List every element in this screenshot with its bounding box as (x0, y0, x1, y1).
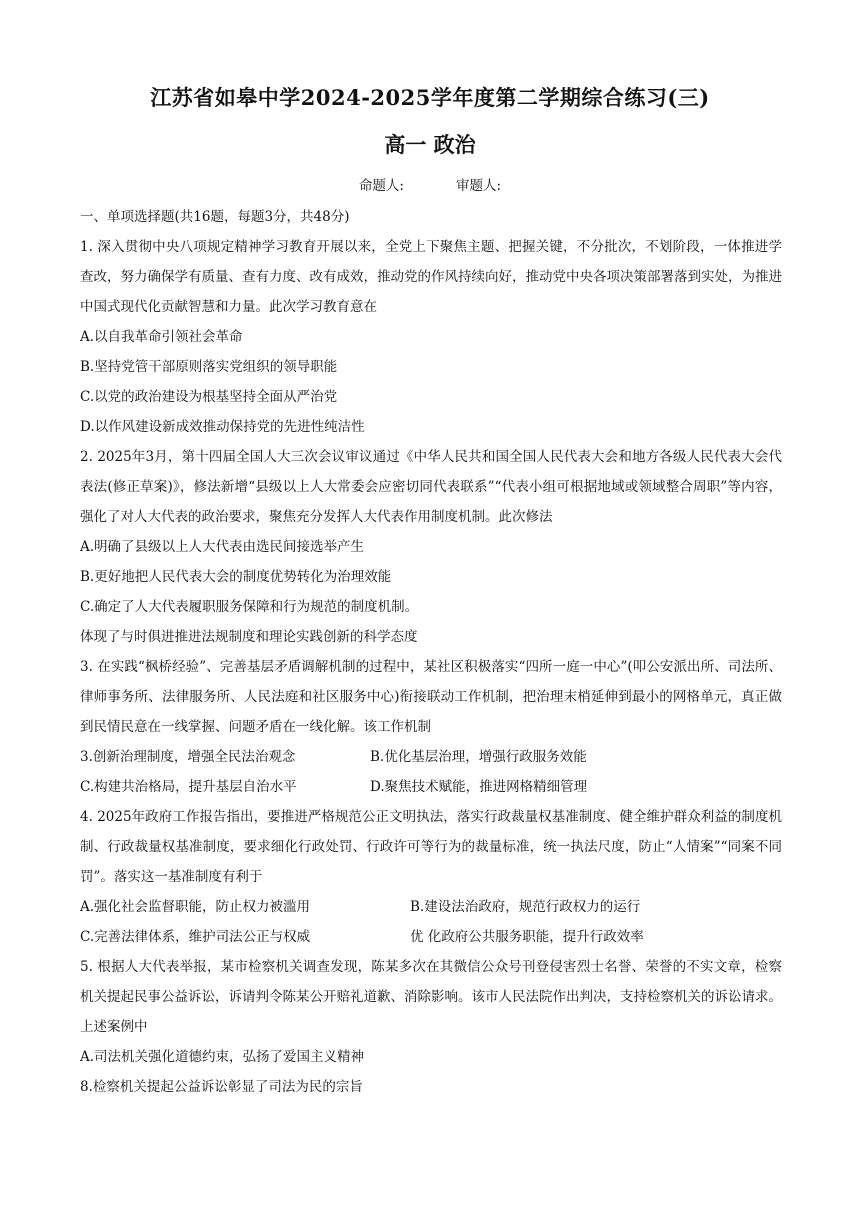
option: B.优化基层治理，增强行政服务效能 (370, 749, 587, 765)
option: 3.创新治理制度，增强全民法治观念 (80, 749, 296, 765)
option: C.确定了人大代表履职服务保障和行为规范的制度机制。 (80, 599, 419, 615)
option: 优 化政府公共服务职能，提升行政效率 (410, 929, 644, 945)
option: A.明确了县级以上人大代表由选民间接选举产生 (80, 539, 365, 555)
option: 体现了与时俱进推进法规制度和理论实践创新的科学态度 (80, 629, 418, 645)
option-row (80, 922, 782, 952)
question-stem: 4. 2025年政府工作报告指出，要推进严格规范公正文明执法，落实行政裁量权基准制度、健全维护群众利益的制度机制、行政裁量权基准制度，要求细化行政处罚、行政许可等行为的裁量标准，统一执法尺度，防止“人情案”“同案不同罚”。落实这一基准制度有利于 (80, 809, 782, 885)
option: B.更好地把人民代表大会的制度优势转化为治理效能 (80, 569, 392, 585)
option: A.司法机关强化道德约束，弘扬了爱国主义精神 (80, 1049, 365, 1065)
question-stem: 1. 深入贯彻中央八项规定精神学习教育开展以来，全党上下聚焦主题、把握关键，不分批次，不划阶段，一体推进学查改，努力确保学有质量、查有力度、改有成效，推动党的作风持续向好，推动党中央各项决策部署落到实处，为推进中国式现代化贡献智慧和力量。此次学习教育意在 (80, 239, 782, 315)
page-title: 江苏省如皋中学2024-2025学年度第二学期综合练习(三) (150, 85, 710, 110)
section-heading: 一、单项选择题(共16题，每题3分，共48分) (80, 209, 350, 225)
option-row (80, 772, 782, 802)
option: A.以自我革命引领社会革命 (80, 329, 243, 345)
option: A.强化社会监督职能，防止权力被滥用 (80, 899, 311, 915)
question-stem: 2. 2025年3月，第十四届全国人大三次会议审议通过《中华人民共和国全国人民代表大会和地方各级人民代表大会代表法(修正草案)》，修法新增“县级以上人大常委会应密切同代表联系”“代表小组可根据地域或领域整合周职”等内容，强化了对人大代表的政治要求，聚焦充分发挥人大代表作用制度机制。此次修法 (80, 449, 782, 525)
question-stem: 5. 根据人大代表举报，某市检察机关调查发现，陈某多次在其微信公众号刊登侵害烈士名誉、荣誉的不实文章，检察机关提起民事公益诉讼，诉请判令陈某公开赔礼道歉、消除影响。该市人民法院作出判决，支持检察机关的诉讼请求。上述案例中 (80, 959, 782, 1035)
setter-label: 命题人: (358, 178, 404, 194)
page-subtitle: 高一 政治 (384, 132, 476, 157)
option: C.构建共治格局，提升基层自治水平 (80, 779, 297, 795)
option: D.以作风建设新成效推动保持党的先进性纯洁性 (80, 419, 365, 435)
option: B.建设法治政府，规范行政权力的运行 (410, 899, 641, 915)
option: 8.检察机关提起公益诉讼彰显了司法为民的宗旨 (80, 1079, 363, 1095)
question-body (80, 202, 782, 1102)
option: C.完善法律体系，维护司法公正与权威 (80, 929, 311, 945)
option: D.聚焦技术赋能，推进网格精细管理 (370, 779, 588, 795)
option-row (80, 742, 782, 772)
option-row (80, 892, 782, 922)
option: B.坚持党管干部原则落实党组织的领导职能 (80, 359, 338, 375)
question-stem: 3. 在实践“枫桥经验”、完善基层矛盾调解机制的过程中，某社区积极落实“四所一庭一中心”(叩公安派出所、司法所、律师事务所、法律服务所、人民法庭和社区服务中心)衔接联动工作机制，把治理末梢延伸到最小的网格单元，真正做到民情民意在一线掌握、问题矛盾在一线化解。该工作机制 (80, 659, 782, 735)
option: C.以党的政治建设为根基坚持全面从严治党 (80, 389, 338, 405)
authors-line (0, 174, 860, 194)
reviewer-label: 审题人: (456, 178, 502, 194)
